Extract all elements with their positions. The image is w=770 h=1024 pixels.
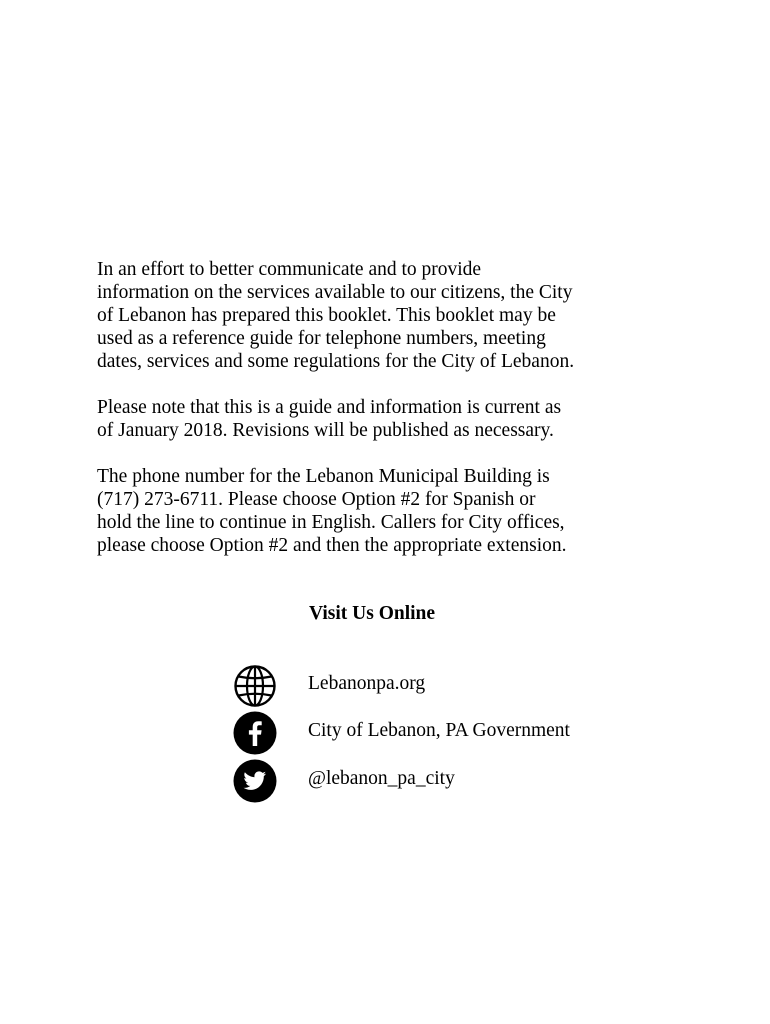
website-link-text[interactable]: Lebanonpa.org xyxy=(308,673,426,694)
text-line: information on the services available to our citizens, the City xyxy=(97,282,573,303)
intro-paragraph-3 xyxy=(97,465,697,557)
text-line: The phone number for the Lebanon Municipal Building is xyxy=(97,466,550,487)
website-link-row[interactable] xyxy=(232,663,652,709)
intro-paragraph-1 xyxy=(97,258,697,373)
text-line: of January 2018. Revisions will be published as necessary. xyxy=(97,420,554,441)
text-line: Please note that this is a guide and information is current as xyxy=(97,397,562,418)
twitter-link-text[interactable]: @lebanon_pa_city xyxy=(308,768,455,789)
text-line: hold the line to continue in English. Callers for City offices, xyxy=(97,512,565,533)
text-line: In an effort to better communicate and to provide xyxy=(97,259,482,280)
globe-icon xyxy=(232,663,278,709)
facebook-icon xyxy=(232,710,278,756)
intro-paragraph-2 xyxy=(97,396,697,442)
facebook-link-text[interactable]: City of Lebanon, PA Government xyxy=(308,720,570,741)
facebook-link-row[interactable] xyxy=(232,710,652,756)
twitter-icon xyxy=(232,758,278,804)
text-line: used as a reference guide for telephone numbers, meeting xyxy=(97,328,546,349)
text-line: of Lebanon has prepared this booklet. This booklet may be xyxy=(97,305,556,326)
text-line: please choose Option #2 and then the appropriate extension. xyxy=(97,535,567,556)
text-line: dates, services and some regulations for the City of Lebanon. xyxy=(97,351,575,372)
text-line: (717) 273-6711. Please choose Option #2 for Spanish or xyxy=(97,489,536,510)
intro-text xyxy=(97,258,697,580)
visit-us-online-heading: Visit Us Online xyxy=(309,603,436,624)
twitter-link-row[interactable] xyxy=(232,758,652,804)
